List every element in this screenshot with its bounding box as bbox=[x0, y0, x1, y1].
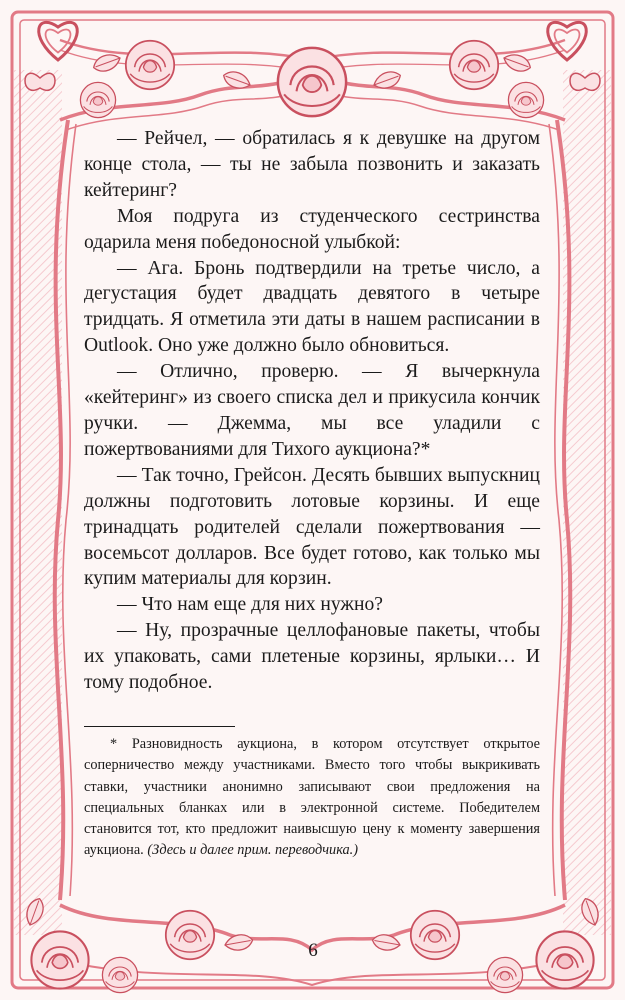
paragraph: — Отлично, проверю. — Я вычеркнула «кейтеринг» из своего списка дел и прикусила кончик ручки. — Джемма, мы все уладили с пожертвованиями для Тихого аукциона?* bbox=[84, 361, 540, 460]
paragraph: — Ага. Бронь подтвердили на третье число, а дегустация будет двадцать девятого в четыре тридцать. Я отметила эти даты в нашем расписании в Outlook. Оно уже должно было обновиться. bbox=[84, 257, 540, 357]
footnote-divider bbox=[84, 726, 235, 727]
paragraph: — Рейчел, — обратилась я к девушке на другом конце стола, — ты не забыла позвонить и заказать кейтеринг? bbox=[84, 128, 540, 201]
paragraph: — Так точно, Грейсон. Десять бывших выпускниц должны подготовить лотовые корзины. И еще тринадцать родителей сделали пожертвования — восемьсот долларов. Все будет готово, как только мы купим материалы для корзин. bbox=[84, 464, 540, 590]
translator-note: (Здесь и далее прим. переводчика.) bbox=[147, 842, 359, 859]
main-text bbox=[84, 126, 540, 696]
paragraph: — Ну, прозрачные целлофановые пакеты, чтобы их упаковать, сами плетеные корзины, ярлыки… И тому подобное. bbox=[84, 620, 540, 694]
footnote-text: * Разновидность аукциона, в котором отсутствует открытое соперничество между участниками. Вместо того чтобы выкрикивать ставки, участники анонимно записывают свои предложения на специальных бланках или в электронной системе. Победителем становится тот, кто предложит наивысшую цену к моменту завершения аукциона. bbox=[84, 736, 540, 859]
paragraph: — Что нам еще для них нужно? bbox=[117, 594, 383, 616]
paragraph: Моя подруга из студенческого сестринства одарила меня победоносной улыбкой: bbox=[84, 205, 540, 253]
footnote bbox=[84, 734, 540, 862]
page-number: 6 bbox=[308, 940, 318, 961]
